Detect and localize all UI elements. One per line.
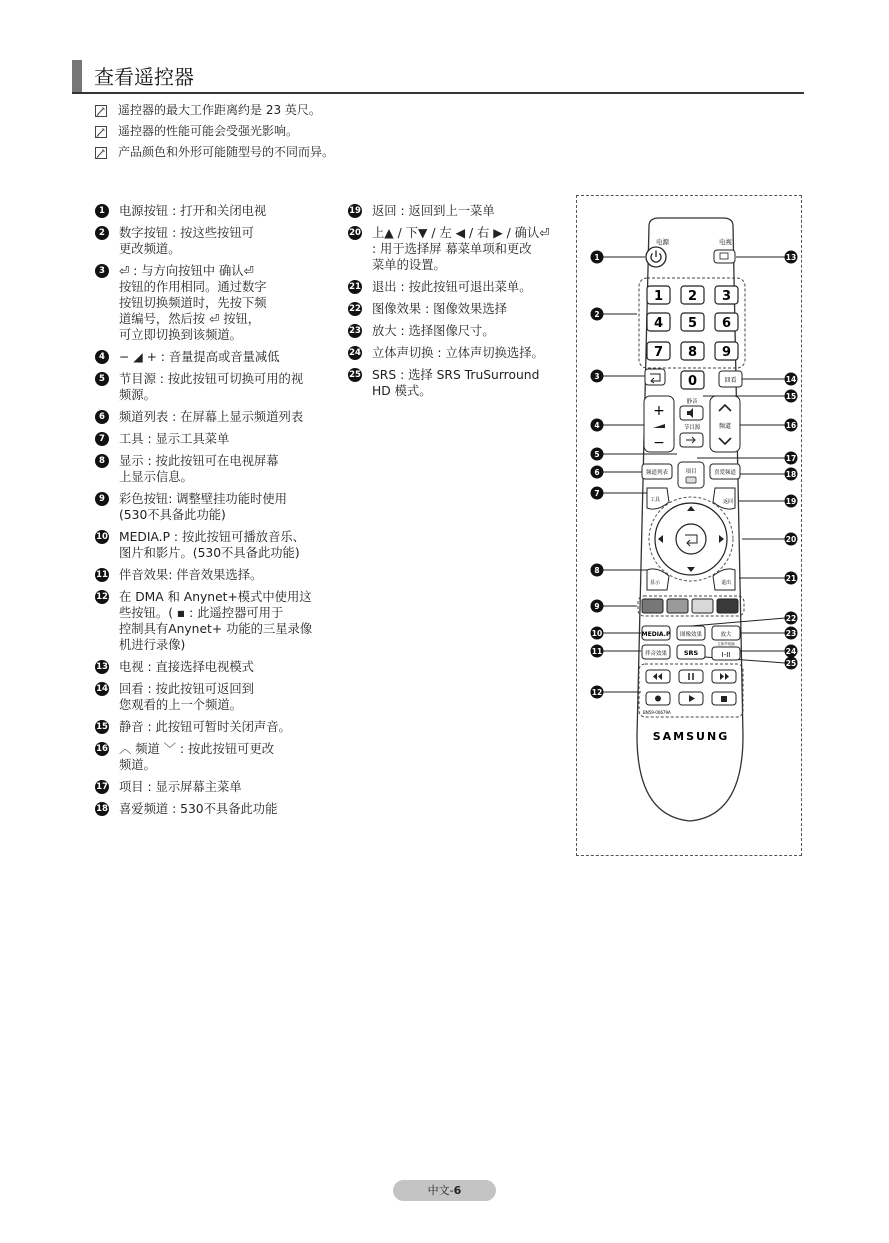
- remote-callout-number: 15: [785, 391, 797, 401]
- remote-callout-number: 14: [785, 374, 797, 384]
- record-icon: [655, 696, 661, 702]
- description-text: − ◢ + : 音量提高或音量减低: [119, 350, 280, 364]
- pmode-label: 图像效果: [679, 632, 703, 638]
- callout-number-badge: 1: [95, 204, 109, 218]
- callout-number-badge: 7: [95, 432, 109, 446]
- remote-control-diagram: [577, 196, 803, 857]
- digit-label: 7: [653, 345, 664, 360]
- page-footer: [393, 1180, 496, 1201]
- remote-callout-number: 13: [785, 252, 797, 262]
- note-item: [95, 100, 334, 121]
- description-text: 返回 : 返回到上一菜单: [372, 204, 495, 218]
- callout-number-badge: 2: [95, 226, 109, 240]
- fav-label: 喜爱频道: [713, 470, 737, 476]
- callout-number-badge: 18: [96, 804, 108, 814]
- description-item: [348, 345, 568, 361]
- menu-icon: [686, 477, 696, 483]
- enter-button[interactable]: [676, 524, 706, 554]
- description-text: 项目 : 显示屏幕主菜单: [119, 780, 242, 794]
- description-item: [348, 203, 568, 219]
- menu-button[interactable]: [678, 462, 704, 488]
- callout-number-badge: 17: [96, 782, 108, 792]
- description-text: 彩色按钮: 调整壁挂功能时使用 (530不具备此功能): [119, 492, 287, 522]
- remote-callout-number: 1: [594, 252, 600, 262]
- description-item: [95, 491, 335, 523]
- description-text: 上▲ / 下▼ / 左 ◀ / 右 ▶ / 确认⏎ : 用于选择屏 幕菜单项和更改 菜单的设置。: [372, 226, 550, 272]
- note-pencil-icon: [95, 126, 107, 138]
- info-label: 显示: [649, 580, 661, 586]
- description-item: [95, 567, 335, 583]
- notes-list: [95, 100, 334, 163]
- description-text: ︿ 频道 ﹀ : 按此按钮可更改 频道。: [119, 742, 275, 772]
- remote-callout-number: 8: [594, 565, 600, 575]
- description-item: [95, 801, 335, 817]
- smode-label: 伴音效果: [644, 651, 668, 657]
- callout-number-badge: 14: [96, 684, 108, 694]
- stop-icon: [721, 696, 727, 702]
- description-text: 静音 : 此按钮可暂时关闭声音。: [119, 720, 291, 734]
- description-item: [95, 431, 335, 447]
- description-text: 显示 : 按此按钮可在电视屏幕 上显示信息。: [119, 454, 279, 484]
- tv-label: 电视: [719, 238, 732, 246]
- source-label: 节目源: [683, 425, 701, 431]
- callout-number-badge: 13: [96, 662, 108, 672]
- remote-callout-number: 16: [785, 420, 797, 430]
- callout-number-badge: 11: [96, 570, 108, 580]
- description-item: [348, 279, 568, 295]
- description-text: 图像效果 : 图像效果选择: [372, 302, 507, 316]
- remote-callout-number: 19: [785, 496, 797, 506]
- description-item: [95, 741, 335, 773]
- digit-label: 1: [653, 289, 664, 304]
- description-item: [95, 529, 335, 561]
- description-item: [95, 409, 335, 425]
- callout-number-badge: 20: [349, 228, 361, 238]
- remote-callout-number: 3: [594, 371, 600, 381]
- remote-callout-number: 6: [594, 467, 600, 477]
- callout-number-badge: 21: [349, 282, 361, 292]
- pause-button[interactable]: [679, 670, 703, 683]
- callout-number-badge: 5: [95, 372, 109, 386]
- remote-callout-number: 2: [594, 309, 600, 319]
- brand-logo: SAMSUNG: [652, 730, 730, 743]
- note-item: [95, 142, 334, 163]
- callout-number-badge: 15: [96, 722, 108, 732]
- callout-number-badge: 10: [96, 532, 108, 542]
- description-item: [95, 263, 335, 343]
- remote-callout-number: 7: [594, 488, 600, 498]
- description-text: 喜爱频道 : 530不具备此功能: [119, 802, 278, 816]
- description-item: [95, 681, 335, 713]
- description-text: 伴音效果: 伴音效果选择。: [119, 568, 263, 582]
- note-text: 遥控器的最大工作距离约是 23 英尺。: [118, 103, 321, 117]
- remote-callout-number: 9: [594, 601, 600, 611]
- prech-label: 回看: [724, 377, 737, 384]
- note-pencil-icon: [95, 147, 107, 159]
- remote-callout-number: 11: [591, 646, 603, 656]
- tools-label: 工具: [649, 497, 661, 503]
- callout-number-badge: 8: [95, 454, 109, 468]
- description-item: [348, 323, 568, 339]
- ch-list-label: 频道列表: [645, 470, 669, 476]
- remote-callout-number: 21: [785, 573, 797, 583]
- callout-number-badge: 4: [95, 350, 109, 364]
- digit-label: 5: [687, 316, 698, 331]
- model-code: BN59-00679A: [643, 710, 671, 715]
- color-button[interactable]: [717, 599, 738, 613]
- digit-label: 9: [721, 345, 732, 360]
- description-text: 电源按钮 : 打开和关闭电视: [119, 204, 267, 218]
- tv-button[interactable]: [714, 250, 735, 263]
- page-number: 6: [453, 1184, 462, 1197]
- description-text: SRS : 选择 SRS TruSurround HD 模式。: [372, 368, 540, 398]
- description-item: [348, 367, 568, 399]
- digit-label: 6: [721, 316, 732, 331]
- button-descriptions-right: [348, 203, 568, 405]
- description-item: [95, 371, 335, 403]
- mts-label: I-II: [721, 651, 731, 659]
- srs-label: SRS: [683, 649, 699, 657]
- description-item: [95, 779, 335, 795]
- digit-label: 2: [687, 289, 698, 304]
- description-item: [95, 225, 335, 257]
- description-item: [95, 659, 335, 675]
- description-text: 频道列表 : 在屏幕上显示频道列表: [119, 410, 304, 424]
- description-text: 电视 : 直接选择电视模式: [119, 660, 254, 674]
- description-text: 放大 : 选择图像尺寸。: [372, 324, 495, 338]
- channel-label: 频道: [718, 423, 732, 430]
- color-button[interactable]: [642, 599, 663, 613]
- psize-label: 放大: [720, 632, 732, 638]
- color-button[interactable]: [667, 599, 688, 613]
- description-text: 节目源 : 按此按钮可切换可用的视 频源。: [119, 372, 304, 402]
- description-item: [95, 203, 335, 219]
- callout-number-badge: 9: [95, 492, 109, 506]
- exit-label: 退出: [720, 580, 732, 586]
- description-text: 数字按钮 : 按这些按钮可 更改频道。: [119, 226, 254, 256]
- callout-number-badge: 16: [96, 744, 108, 754]
- digit-label: 0: [687, 374, 698, 389]
- callout-number-badge: 6: [95, 410, 109, 424]
- remote-illustration-frame: [576, 195, 802, 856]
- note-item: [95, 121, 334, 142]
- menu-label: 项目: [685, 469, 697, 475]
- callout-number-badge: 12: [96, 592, 108, 602]
- callout-number-badge: 23: [349, 326, 361, 336]
- description-text: 立体声切换 : 立体声切换选择。: [372, 346, 544, 360]
- enter-shortcut-button[interactable]: [645, 369, 665, 385]
- description-item: [348, 301, 568, 317]
- remote-callout-number: 25: [785, 658, 797, 668]
- description-item: [95, 719, 335, 735]
- callout-number-badge: 22: [349, 304, 361, 314]
- button-descriptions-left: [95, 203, 335, 823]
- mediap-label: MEDIA.P: [641, 631, 671, 638]
- description-text: ⏎ : 与方向按钮中 确认⏎ 按钮的作用相同。通过数字 按钮切换频道时，先按下频 道编号，然后按 ⏎ 按钮， 可立即切换到该频道。: [119, 264, 267, 342]
- description-text: 工具 : 显示工具菜单: [119, 432, 230, 446]
- callout-number-badge: 3: [95, 264, 109, 278]
- page-title: 查看遥控器: [94, 65, 194, 89]
- remote-callout-number: 5: [594, 449, 600, 459]
- note-text: 遥控器的性能可能会受强光影响。: [118, 124, 299, 138]
- digit-label: 8: [687, 345, 698, 360]
- remote-callout-number: 12: [591, 687, 603, 697]
- volume-up-icon: +: [653, 403, 665, 419]
- description-text: 回看 : 按此按钮可返回到 您观看的上一个频道。: [119, 682, 254, 712]
- title-marker: [72, 60, 82, 92]
- remote-callout-number: 17: [785, 453, 797, 463]
- mute-label: 静音: [686, 399, 698, 405]
- digit-label: 4: [653, 316, 664, 331]
- return-label: 返回: [722, 499, 734, 505]
- description-item: [95, 349, 335, 365]
- remote-callout-number: 23: [785, 628, 797, 638]
- mts-small-label: 立体声切换: [717, 642, 735, 646]
- description-item: [95, 589, 335, 653]
- description-text: MEDIA.P : 按此按钮可播放音乐、 图片和影片。(530不具备此功能): [119, 530, 305, 560]
- remote-callout-number: 24: [785, 646, 797, 656]
- color-button[interactable]: [692, 599, 713, 613]
- power-label: 电源: [656, 238, 669, 246]
- remote-callout-number: 20: [785, 534, 797, 544]
- callout-number-badge: 24: [349, 348, 361, 358]
- description-item: [348, 225, 568, 273]
- callout-number-badge: 25: [349, 370, 361, 380]
- note-text: 产品颜色和外形可能随型号的不同而异。: [118, 145, 335, 159]
- remote-callout-number: 18: [785, 469, 797, 479]
- title-bar: [72, 58, 804, 94]
- footer-language: 中文-: [427, 1184, 454, 1197]
- description-item: [95, 453, 335, 485]
- callout-number-badge: 19: [349, 206, 361, 216]
- digit-label: 3: [721, 289, 732, 304]
- description-text: 退出 : 按此按钮可退出菜单。: [372, 280, 532, 294]
- volume-down-icon: −: [653, 435, 665, 451]
- description-text: 在 DMA 和 Anynet+模式中使用这 些按钮。( ▪ : 此遥控器可用于 控制具有Anynet+ 功能的三星录像 机进行录像): [119, 590, 313, 652]
- note-pencil-icon: [95, 105, 107, 117]
- remote-callout-number: 10: [591, 628, 603, 638]
- remote-callout-number: 22: [785, 613, 797, 623]
- remote-callout-number: 4: [594, 420, 600, 430]
